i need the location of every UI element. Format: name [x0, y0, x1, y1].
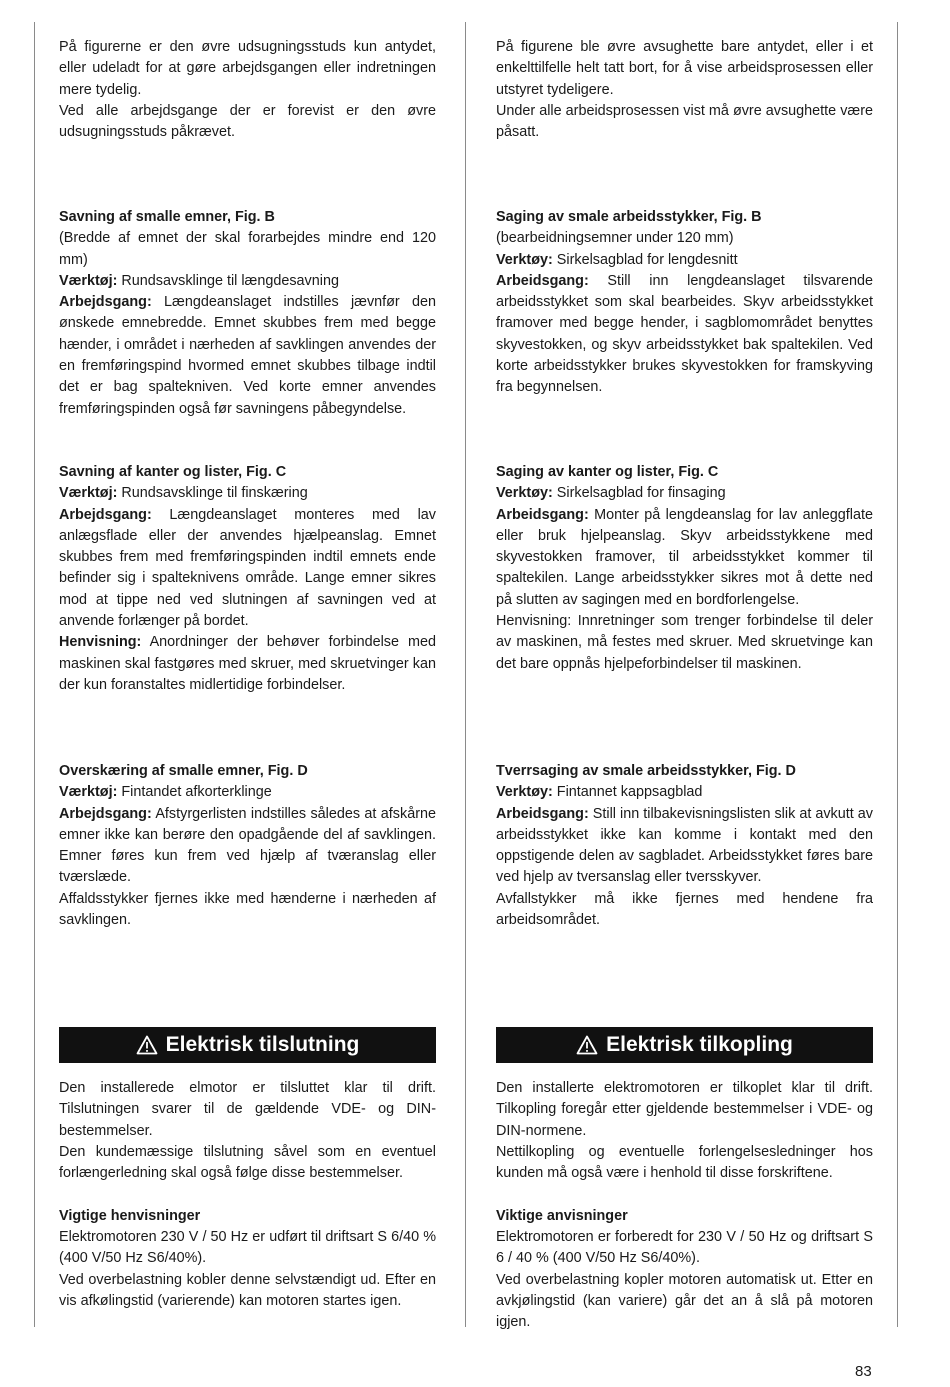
tool-line — [59, 483, 436, 504]
section-subtitle: (Bredde af emnet der skal forarbejdes mindre end 120 mm) — [59, 230, 436, 268]
section-title: Tverrsaging av smale arbeidsstykker, Fig. D — [496, 763, 796, 779]
procedure-paragraph — [59, 505, 436, 633]
tool-line — [59, 782, 436, 803]
intro-paragraph: Ved alle arbejdsgange der er forevist er den øvre udsugningsstuds påkrævet. — [59, 102, 436, 141]
electrical-paragraph: Den installerede elmotor er tilsluttet klar til drift. Tilslutningen svarer til de gældende VDE- og DIN-bestemmelser. — [59, 1080, 436, 1139]
procedure-paragraph — [496, 804, 873, 889]
procedure-label: Arbejdsgang: — [59, 294, 152, 311]
note-label: Henvisning: — [59, 634, 142, 651]
left-margin-rule — [34, 22, 35, 1327]
note-paragraph: Henvisning: Innretninger som trenger forbindelse til deler av maskinen, må festes med skruer. Med skruetvinge kan det bare oppnås hjelpeforbindelser til maskinen. — [496, 613, 873, 672]
electrical-section — [59, 1078, 436, 1312]
procedure-label: Arbejdsgang: — [59, 506, 152, 523]
procedure-text: Monter på lengdeanslag for lav anleggflate eller bruk hjelpeanslag. Skyv arbeidsstykkene med skyvestokken framover, til arbeidsstykket kommer til spaltekilen. Lange arbeidsstykker sikres mot å dette ned på slutten av sagingen med en bordforlengelse. — [496, 506, 873, 608]
tool-text: Rundsavsklinge til længdesavning — [117, 272, 339, 289]
tool-line — [496, 250, 873, 271]
tool-text: Fintandet afkorterklinge — [117, 784, 272, 801]
tool-text: Sirkelsagblad for lengdesnitt — [552, 251, 738, 268]
section-fig-c — [496, 462, 873, 675]
procedure-text: Længdeanslaget monteres med lav anlægsflade eller der anvendes hjælpeanslag. Emnet skubbes frem med fremføringspinden indtil emnets ende befinder sig i spalteknivens område. Lange emner sikres mod at tippe ned ved slutningen af savningen ved at anvende forlænger på bordet. — [59, 506, 436, 630]
procedure-label: Arbeidsgang: — [496, 805, 589, 822]
electrical-section — [496, 1078, 873, 1334]
procedure-label: Arbeidsgang: — [496, 506, 589, 523]
section-subtitle: (bearbeidningsemner under 120 mm) — [496, 230, 734, 247]
procedure-paragraph — [59, 292, 436, 420]
notes-paragraph: Elektromotoren er forberedt for 230 V / 50 Hz og driftsart S 6 / 40 % (400 V/50 Hz S6/40%). — [496, 1229, 873, 1267]
notes-title: Viktige anvisninger — [496, 1207, 628, 1224]
tool-text: Fintannet kappsagblad — [552, 784, 703, 801]
tool-text: Sirkelsagblad for finsaging — [552, 485, 726, 502]
section-title: Saging av smale arbeidsstykker, Fig. B — [496, 209, 762, 225]
procedure-label: Arbejdsgang: — [59, 805, 152, 822]
procedure-paragraph — [59, 804, 436, 889]
waste-paragraph: Avfallstykker må ikke fjernes med hendene fra arbeidsområdet. — [496, 890, 873, 929]
tool-label: Værktøj: — [59, 784, 118, 801]
intro-section — [496, 37, 873, 143]
intro-paragraph: På figurerne er den øvre udsugningsstuds kun antydet, eller udeladt for at gøre arbejdsgangen eller indretningen mere tydelig. — [59, 39, 436, 98]
notes-title: Vigtige henvisninger — [59, 1207, 201, 1224]
warning-icon — [136, 1035, 158, 1055]
section-title: Savning af kanter og lister, Fig. C — [59, 464, 287, 480]
procedure-text: Still inn lengdeanslaget tilsvarende arbeidsstykket som skal bearbeides. Skyv arbeidsstykket framover med begge hender, i sagblomområdet benyttes skyvestokken, og skyv arbeidsstykket bak spaltekilen. Ved korte arbeidsstykker brukes skyvestokken for framskyving fra begynnelsen. — [496, 272, 873, 396]
tool-label: Verktøy: — [496, 251, 553, 268]
intro-section — [59, 37, 436, 143]
procedure-paragraph — [496, 271, 873, 399]
tool-text: Rundsavsklinge til finskæring — [117, 485, 308, 502]
tool-label: Værktøj: — [59, 485, 118, 502]
tool-label: Verktøy: — [496, 784, 553, 801]
right-margin-rule — [897, 22, 898, 1327]
notes-paragraph: Elektromotoren 230 V / 50 Hz er udført til driftsart S 6/40 % (400 V/50 Hz S6/40%). — [59, 1229, 436, 1267]
note-text: Anordninger der behøver forbindelse med maskinen skal fastgøres med skruer, med skruetvinger kan der kun foranstaltes midlertidige forbindelser. — [59, 634, 436, 693]
tool-label: Verktøy: — [496, 485, 553, 502]
tool-line — [496, 782, 873, 803]
section-fig-d — [59, 761, 436, 931]
section-title: Savning af smalle emner, Fig. B — [59, 209, 275, 225]
tool-line — [59, 271, 436, 292]
section-title: Overskæring af smalle emner, Fig. D — [59, 763, 308, 779]
section-fig-b — [496, 207, 873, 399]
electrical-banner — [59, 1027, 436, 1063]
warning-icon — [576, 1035, 598, 1055]
electrical-paragraph: Nettilkopling og eventuelle forlengelsesledninger hos kunden må også være i henhold til disse forskriftene. — [496, 1143, 873, 1182]
section-fig-c — [59, 462, 436, 696]
notes-paragraph: Ved overbelastning kobler denne selvstændigt ud. Efter en vis afkølingstid (varierende) kan motoren startes igen. — [59, 1271, 436, 1309]
section-fig-d — [496, 761, 873, 931]
electrical-paragraph: Den kundemæssige tilslutning såvel som en eventuel forlængerledning skal også følge disse bestemmelser. — [59, 1143, 436, 1182]
procedure-label: Arbeidsgang: — [496, 272, 589, 289]
section-fig-b — [59, 207, 436, 420]
tool-line — [496, 483, 873, 504]
intro-paragraph: På figurene ble øvre avsughette bare antydet, eller i et enkelttilfelle helt tatt bort, for å vise arbeidsprosessen eller utstyret tydeligere. — [496, 39, 873, 98]
intro-paragraph: Under alle arbeidsprosessen vist må øvre avsughette være påsatt. — [496, 102, 873, 141]
note-paragraph — [59, 632, 436, 696]
column-divider-rule — [465, 22, 466, 1327]
banner-title: Elektrisk tilkopling — [606, 1033, 793, 1057]
banner-title: Elektrisk tilslutning — [165, 1033, 360, 1057]
electrical-paragraph: Den installerte elektromotoren er tilkoplet klar til drift. Tilkopling foregår etter gjeldende bestemmelser i VDE- og DIN-normene. — [496, 1080, 873, 1139]
procedure-text: Afstyrgerlisten indstilles således at afskårne emner ikke kan berøre den opadgående del af savklingen. Emner føres kun frem ved hjælp af tværanslag eller tværslæde. — [59, 805, 436, 886]
page-number: 83 — [855, 1363, 872, 1380]
tool-label: Værktøj: — [59, 272, 118, 289]
electrical-banner — [496, 1027, 873, 1063]
procedure-text: Længdeanslaget indstilles jævnfør den ønskede emnebredde. Emnet skubbes frem med begge hænder, i området i nærheden af savklingen anvendes der en fremføringspind hvormed emnet skubbes tilbage indtil det er bag spaltekniven. Ved korte emner anvendes fremføringspinden også før savningens påbegyndelse. — [59, 294, 436, 417]
section-title: Saging av kanter og lister, Fig. C — [496, 464, 719, 480]
procedure-paragraph — [496, 505, 873, 611]
waste-paragraph: Affaldsstykker fjernes ikke med hænderne i nærheden af savklingen. — [59, 890, 436, 929]
procedure-text: Still inn tilbakevisningslisten slik at avkutt av arbeidsstykket ikke kan komme i kontakt med den oppstigende delen av sagbladet. Arbeidsstykket føres bare ved hjelp av tversanslag eller tversskyver. — [496, 805, 873, 886]
notes-paragraph: Ved overbelastning kopler motoren automatisk ut. Etter en avkjølingstid (kan variere) går det an å slå på motoren igjen. — [496, 1271, 873, 1331]
